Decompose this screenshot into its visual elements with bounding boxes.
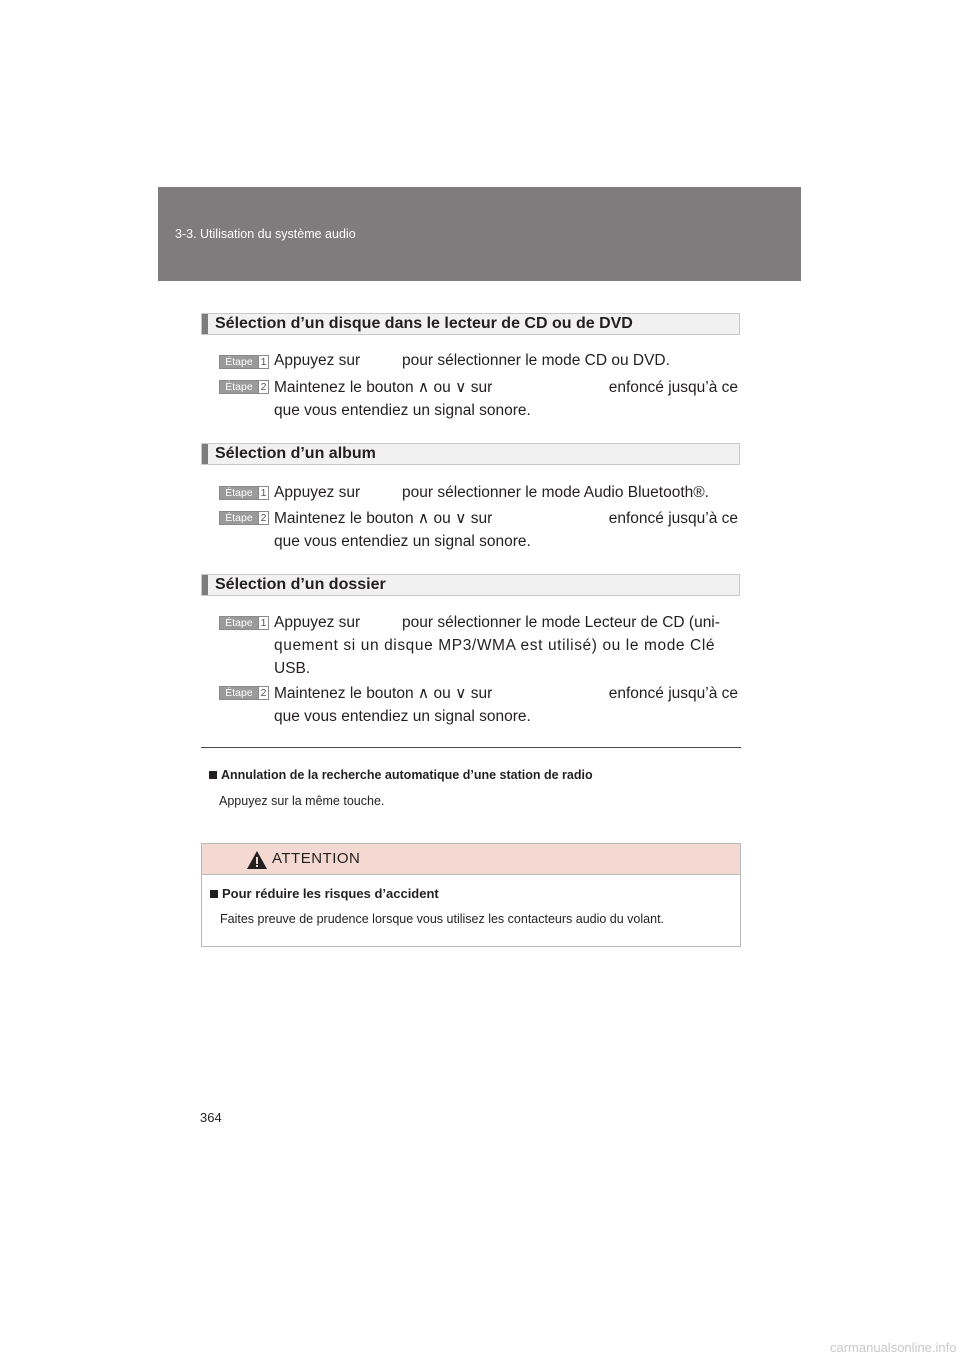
section-title: 3-3. Utilisation du système audio — [175, 227, 356, 241]
warning-subtitle: Pour réduire les risques d’accident — [210, 886, 439, 901]
warning-box — [201, 843, 741, 947]
heading-bar — [202, 314, 208, 334]
heading-text: Sélection d’un disque dans le lecteur de CD ou de DVD — [215, 315, 633, 332]
step-badge: Étape 2 — [219, 686, 269, 700]
warning-triangle-icon — [246, 850, 268, 870]
step-text: Appuyez sur pour sélectionner le mode CD ou DVD. — [274, 352, 670, 369]
divider — [201, 747, 741, 748]
step-badge: Étape 2 — [219, 511, 269, 525]
step-badge: Étape 2 — [219, 380, 269, 394]
chapter-header — [158, 187, 801, 281]
section-heading-album — [201, 443, 740, 465]
heading-bar — [202, 575, 208, 595]
step-badge: Étape 1 — [219, 355, 269, 369]
warning-label: ATTENTION — [272, 850, 361, 867]
note-body: Appuyez sur la même touche. — [219, 794, 385, 808]
heading-text: Sélection d’un dossier — [215, 576, 386, 593]
step-text: Appuyez sur pour sélectionner le mode Audio Bluetooth®. — [274, 484, 709, 501]
step-badge: Étape 1 — [219, 486, 269, 500]
step-text: Maintenez le bouton ∧ ou ∨ sur enfoncé jusqu’à ce que vous entendiez un signal sonore. — [274, 685, 738, 725]
section-heading-folder — [201, 574, 740, 596]
warning-body: Faites preuve de prudence lorsque vous utilisez les contacteurs audio du volant. — [220, 912, 665, 926]
step-text: Appuyez sur pour sélectionner le mode Lecteur de CD (uni- quement si un disque MP3/WMA est utilisé) ou le mode Clé USB. — [274, 614, 720, 677]
page-number: 364 — [200, 1110, 222, 1125]
step-text: Maintenez le bouton ∧ ou ∨ sur enfoncé jusqu’à ce que vous entendiez un signal sonore. — [274, 510, 738, 550]
note-title: Annulation de la recherche automatique d’une station de radio — [209, 768, 593, 782]
heading-text: Sélection d’un album — [215, 445, 376, 462]
watermark: carmanualsonline.info — [830, 1340, 957, 1355]
square-bullet-icon — [209, 771, 217, 779]
step-text: Maintenez le bouton ∧ ou ∨ sur enfoncé jusqu’à ce que vous entendiez un signal sonore. — [274, 379, 738, 419]
warning-header — [202, 844, 740, 875]
section-heading-disc — [201, 313, 740, 335]
square-bullet-icon — [210, 890, 218, 898]
step-badge: Étape 1 — [219, 616, 269, 630]
heading-bar — [202, 444, 208, 464]
